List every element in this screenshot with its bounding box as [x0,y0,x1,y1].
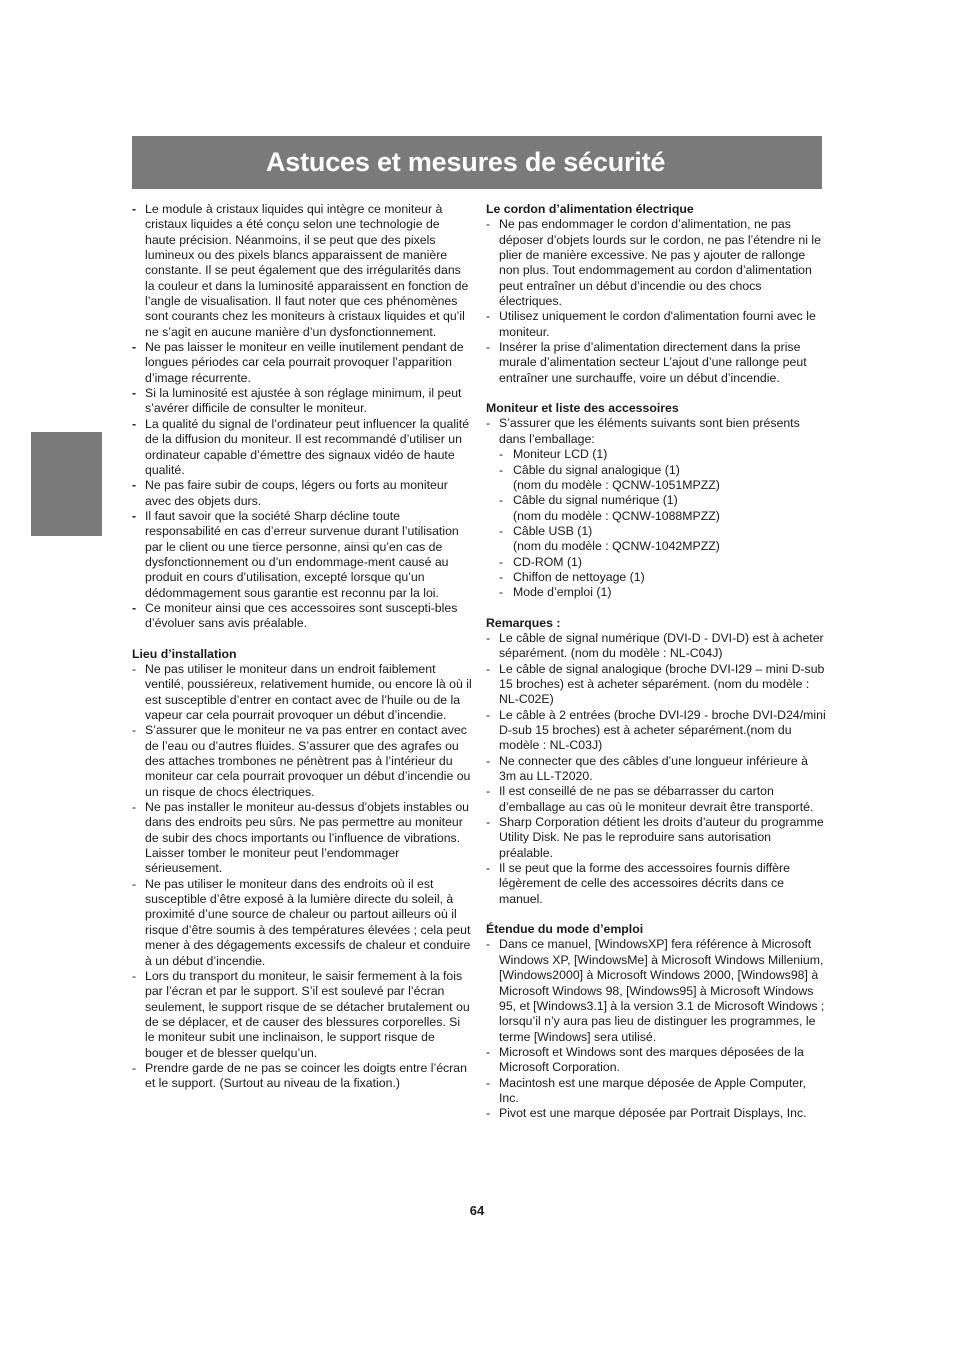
manual-scope-list [486,937,826,1121]
power-cord-list [486,217,826,386]
installation-heading: Lieu d’installation [132,646,237,661]
list-item: - Macintosh est une marque déposée de Apple Computer, Inc. [486,1076,826,1107]
page-title: Astuces et mesures de sécurité [266,147,666,177]
list-item: - Ne pas faire subir de coups, légers ou forts au moniteur avec des objets durs. [132,478,472,509]
accessories-heading: Moniteur et liste des accessoires [486,401,679,416]
list-item: - Pivot est une marque déposée par Portrait Displays, Inc. [486,1106,826,1121]
list-item: - Ne connecter que des câbles d’une longueur inférieure à 3m au LL-T2020. [486,754,826,785]
model-number: (nom du modèle : QCNW-1051MPZZ) [513,477,720,492]
page-title-bar [132,136,822,189]
installation-list [132,662,472,1092]
list-item: - Il est conseillé de ne pas se débarrasser du carton d’emballage au cas où le moniteur devrait être transporté. [486,784,826,815]
list-item: - Microsoft et Windows sont des marques déposées de la Microsoft Corporation. [486,1045,826,1076]
accessory-item: - CD-ROM (1) [499,555,826,570]
list-item: - Dans ce manuel, [WindowsXP] fera référence à Microsoft Windows XP, [WindowsMe] à Microsoft Windows Millenium, [Windows2000] à Microsoft Windows 2000, [Windows98] à Microsoft Windows 98, [Windows95] à Microsoft Windows 95, et [Windows3.1] à la version 3.1 de Microsoft Windows ; lorsqu’il n’y aura pas lieu de distinguer les programmes, le terme [Windows] sera utilisé. [486,937,826,1044]
list-item: - Il se peut que la forme des accessoires fournis diffère légèrement de celle des accessoires décrits dans ce manuel. [486,861,826,907]
accessory-item: - Moniteur LCD (1) [499,447,826,462]
installation-section [132,647,472,1092]
manual-scope-heading: Étendue du mode d’emploi [486,922,644,937]
list-item: - Ne pas installer le moniteur au-dessus d’objets instables ou dans des endroits peu sûrs. Ne pas permettre au moniteur de subir des chocs importants ou l’influence de vibrations. Laisser tomber le moniteur peut l’endommager sérieusement. [132,800,472,877]
model-number: (nom du modèle : QCNW-1042MPZZ) [513,539,720,554]
list-item: - Ne pas endommager le cordon d’alimentation, ne pas déposer d’objets lourds sur le cordon, ne pas l’étendre ni le plier de manière excessive. Ne pas y ajouter de rallonge non plus. Tout endommagement au cordon d’alimentation peut entraîner un début d’incendie ou des chocs électriques. [486,217,826,309]
list-item: - Si la luminosité est ajustée à son réglage minimum, il peut s’avérer difficile de consulter le moniteur. [132,386,472,417]
intro-list [132,202,472,632]
remarks-list [486,631,826,907]
list-item: - Le câble à 2 entrées (broche DVI-I29 - broche DVI-D24/mini D-sub 15 broches) est à acheter séparément.(nom du modèle : NL-C03J) [486,708,826,754]
intro-section [132,202,472,632]
list-item: - Sharp Corporation détient les droits d’auteur du programme Utility Disk. Ne pas le reproduire sans autorisation préalable. [486,815,826,861]
list-item: - Ne pas utiliser le moniteur dans des endroits où il est susceptible d’être exposé à la lumière directe du soleil, à proximité d’une source de chaleur ou partout ailleurs où il risque d’être soumis à des températures élevées ; cela peut mener à des dégagements excessifs de chaleur et conduire à un début d’incendie. [132,877,472,969]
list-item: - Insérer la prise d’alimentation directement dans la prise murale d’alimentation secteur L’ajout d’une rallonge peut entraîner une surchauffe, voire un début d’incendie. [486,340,826,386]
list-item: - Lors du transport du moniteur, le saisir fermement à la fois par l’écran et par le support. S’il est soulevé par l’écran seulement, le support risque de se détacher brutalement ou de se déplacer, et de causer des blessures corporelles. Si le moniteur subit une inclinaison, le support risque de bouger et de blesser quelqu’un. [132,969,472,1061]
power-cord-heading: Le cordon d’alimentation électrique [486,202,694,216]
list-item: - La qualité du signal de l’ordinateur peut influencer la qualité de la diffusion du moniteur. Il est recommandé d’utiliser un ordinateur capable d’émettre des signaux vidéo de haute qualité. [132,417,472,478]
list-item: - Utilisez uniquement le cordon d'alimentation fourni avec le moniteur. [486,309,826,340]
list-item: - Le câble de signal numérique (DVI-D - DVI-D) est à acheter séparément. (nom du modèle : NL-C04J) [486,631,826,662]
manual-scope-section [486,922,826,1121]
accessories-sublist [499,447,826,600]
accessory-item: - Mode d’emploi (1) [499,585,826,600]
list-item: - Le module à cristaux liquides qui intègre ce moniteur à cristaux liquides a été conçu selon une technologie de haute précision. Néanmoins, il se peut que des pixels lumineux ou des pixels blancs apparaissent de manière constante. Il se peut également que des irrégularités dans la couleur et dans la luminosité apparaissent en fonction de l’angle de visualisation. Il faut noter que ces phénomènes sont courants chez les moniteurs à cristaux liquides et qu’il ne s’agit en aucune manière d’un dysfonctionnement. [132,202,472,340]
list-item [486,416,826,600]
list-item: - Prendre garde de ne pas se coincer les doigts entre l’écran et le support. (Surtout au niveau de la fixation.) [132,1061,472,1092]
accessory-item: - Câble USB (1) (nom du modèle : QCNW-1042MPZZ) [499,524,826,555]
list-item: - Ce moniteur ainsi que ces accessoires sont suscepti-bles d’évoluer sans avis préalable. [132,601,472,632]
left-column [132,202,472,1092]
list-item: - Il faut savoir que la société Sharp décline toute responsabilité en cas d’erreur survenue durant l’utilisation par le client ou une tierce personne, ainsi qu’en cas de dysfonctionnement ou d’un endommage-ment causé au produit en cours d’utilisation, excepté lorsque qu’un dédommagement sous garantie est reconnu par la loi. [132,509,472,601]
remarks-heading: Remarques : [486,615,561,630]
remarks-section [486,616,826,908]
model-number: (nom du modèle : QCNW-1088MPZZ) [513,508,720,523]
page-number: 64 [469,1203,485,1218]
section-side-tab [31,432,102,536]
list-item: - Ne pas utiliser le moniteur dans un endroit faiblement ventilé, poussiéreux, relativement humide, ou encore là où il est susceptible d’entrer en contact avec de l’huile ou de la vapeur car cela pourrait provoquer un début d’incendie. [132,662,472,723]
accessory-item: - Câble du signal numérique (1) (nom du modèle : QCNW-1088MPZZ) [499,493,826,524]
list-item: - Ne pas laisser le moniteur en veille inutilement pendant de longues périodes car cela pourrait provoquer l’apparition d’image récurrente. [132,340,472,386]
power-cord-section [486,202,826,386]
accessories-list [486,416,826,600]
accessories-section [486,401,826,600]
accessories-intro: S’assurer que les éléments suivants sont bien présents dans l’emballage: [499,416,800,446]
right-column [486,202,826,1122]
accessory-item: - Chiffon de nettoyage (1) [499,570,826,585]
list-item: - Le câble de signal analogique (broche DVI-I29 – mini D-sub 15 broches) est à acheter séparément. (nom du modèle : NL-C02E) [486,662,826,708]
list-item: - S’assurer que le moniteur ne va pas entrer en contact avec de l’eau ou d’autres fluides. S’assurer que des agrafes ou des attaches trombones ne pénètrent pas à l’intérieur du moniteur car cela pourrait provoquer un début d’incendie ou un risque de chocs électriques. [132,723,472,800]
accessory-item: - Câble du signal analogique (1) (nom du modèle : QCNW-1051MPZZ) [499,463,826,494]
